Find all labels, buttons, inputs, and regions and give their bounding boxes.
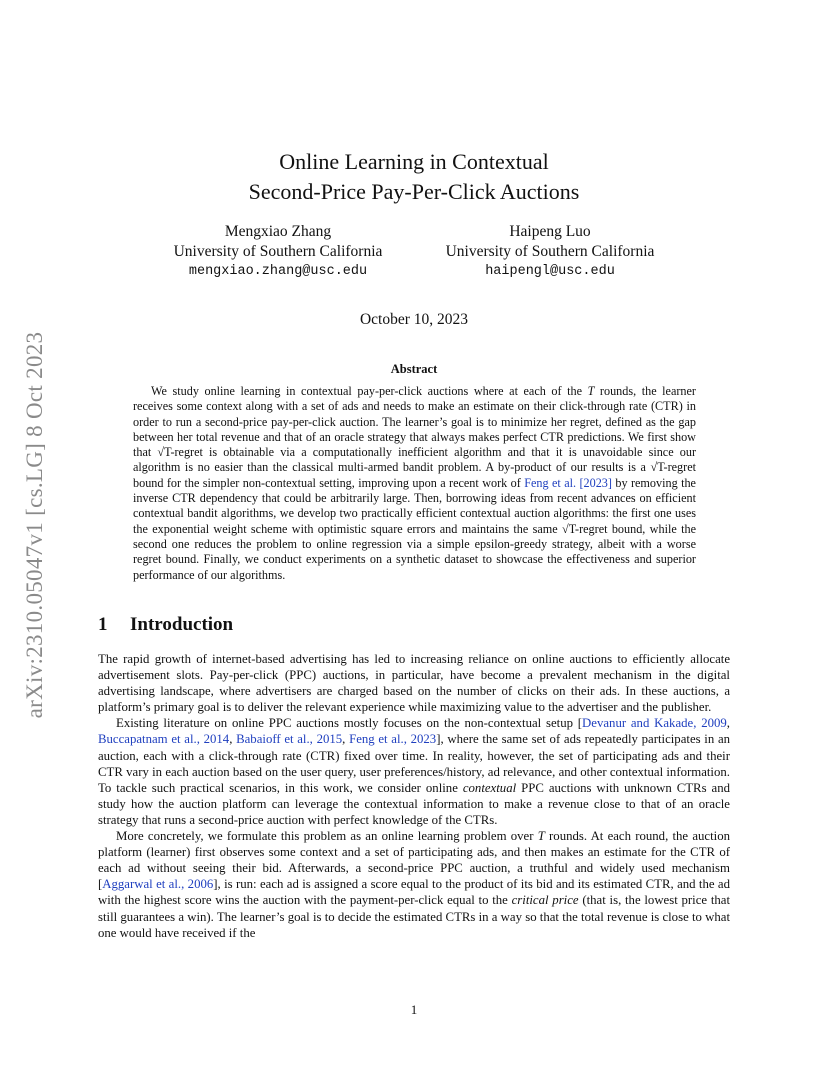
citation-link[interactable]: Devanur and Kakade, 2009 — [582, 716, 727, 731]
citation-link[interactable]: Aggarwal et al., 2006 — [102, 877, 214, 892]
section-heading — [98, 614, 233, 636]
arxiv-identifier: arXiv:2310.05047v1 [cs.LG] 8 Oct 2023 — [22, 331, 47, 719]
author-email: mengxiao.zhang@usc.edu — [188, 264, 368, 279]
citation-link[interactable]: Feng et al., 2023 — [349, 732, 437, 747]
author-block-1 — [160, 222, 396, 282]
citation-link[interactable]: Babaioff et al., 2015 — [236, 732, 343, 747]
author-affiliation: University of Southern California — [173, 243, 383, 260]
abstract-text: We study online learning in contextual pay-per-click auctions where at each of the T rounds, the learner receives some context along with a set of ads and needs to make an estimate on their click-through rate (CTR) in order to run a second-price pay-per-click auction. The learner’s goal is to minimize her regret, defined as the gap between her total revenue and that of an oracle strategy that always makes perfect CTR predictions. We first show that √T-regret is obtainable via a computationally inefficient algorithm and that it is unavoidable since our algorithm is no easier than the classical multi-armed bandit problem. A by-product of our results is a √T-regret bound for the simpler non-contextual setting, improving upon a recent work of Feng et al. [2023] by removing the inverse CTR dependency that could be arbitrarily large. Then, borrowing ideas from recent advances on efficient contextual bandit algorithms, we develop two practically efficient contextual auction algorithms: the first one uses the exponential weight scheme with optimistic square errors and maintains the same √T-regret bound, while the second one reduces the problem to online regression via a simple epsilon-greedy strategy, albeit with a worse regret bound. Finally, we conduct experiments on a synthetic dataset to showcase the effectiveness and superior performance of our algorithms. — [133, 384, 697, 582]
title-line-2: Second-Price Pay-Per-Click Auctions — [248, 179, 580, 204]
citation-link[interactable]: Feng et al. [2023] — [524, 475, 612, 490]
section-number: 1 — [98, 614, 108, 635]
arxiv-sidebar — [15, 300, 55, 750]
paper-title — [100, 147, 728, 207]
author-block-2 — [432, 222, 668, 282]
author-name: Mengxiao Zhang — [224, 223, 332, 240]
intro-paragraph-3: More concretely, we formulate this problem as an online learning problem over T rounds. At each round, the auction platform (learner) first observes some context and a set of participating ads, and then makes an estimate for the CTR of each ad without seeing their bid. Afterwards, a second-price PPC auction, a truthful and widely used mechanism [Aggarwal et al., 2006], is run: each ad is assigned a score equal to the product of its bid and its estimated CTR, and the ad with the highest score wins the auction with the payment-per-click equal to the critical price (that is, the lowest price that still guarantees a win). The learner’s goal is to decide the estimated CTRs in a way so that the total revenue is close to what one would have received if the — [98, 829, 731, 940]
author-email: haipengl@usc.edu — [485, 264, 615, 279]
author-affiliation: University of Southern California — [445, 243, 655, 260]
paper-date: October 10, 2023 — [359, 311, 469, 328]
citation-link[interactable]: Buccapatnam et al., 2014 — [98, 732, 230, 747]
intro-paragraph-2: Existing literature on online PPC auctions mostly focuses on the non-contextual setup [Devanur and Kakade, 2009, Buccapatnam et al., 2014, Babaioff et al., 2015, Feng et al., 2023], where the same set of ads repeatedly participates in an auction, each with a click-through rate (CTR) fixed over time. In reality, however, the set of participating ads and their CTR vary in each auction based on the user query, user preferences/history, ad relevance, and other contextual information. To tackle such practical scenarios, in this work, we consider online contextual PPC auctions with unknown CTRs and study how the auction platform can leverage the contextual information to make a revenue close to that of an oracle strategy that runs a second-price auction with perfect knowledge of the CTRs. — [98, 716, 731, 827]
title-line-1: Online Learning in Contextual — [279, 149, 549, 174]
page-number: 1 — [410, 1002, 418, 1017]
introduction-body — [98, 651, 730, 941]
intro-paragraph-1: The rapid growth of internet-based advertising has led to increasing reliance on online auctions to efficiently allocate advertisement slots. Pay-per-click (PPC) auctions, in particular, have become a prevalent mechanism in the digital advertising landscape, where advertisers are charged based on the number of clicks on their ads. In these auctions, a platform’s primary goal is to deliver the relevant experience while maximizing value to the advertiser and the publisher. — [98, 652, 730, 715]
author-name: Haipeng Luo — [509, 223, 591, 240]
section-title: Introduction — [130, 614, 234, 635]
abstract-heading: Abstract — [390, 362, 438, 376]
